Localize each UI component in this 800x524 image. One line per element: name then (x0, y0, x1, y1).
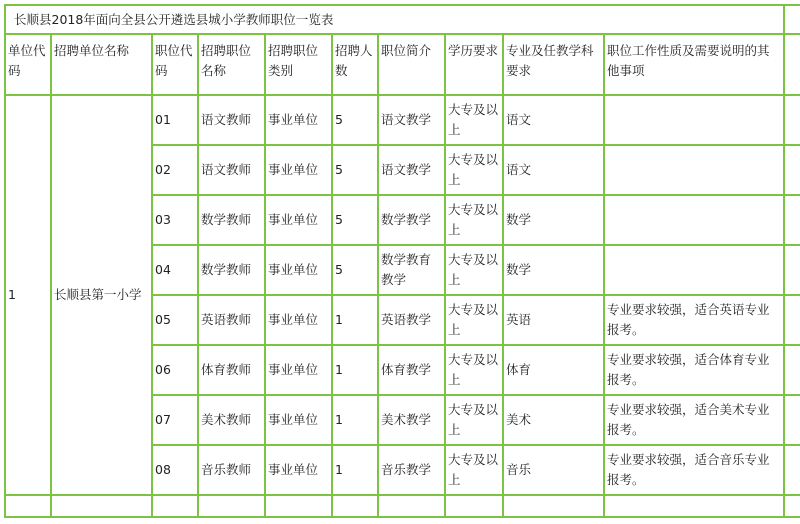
recruitment-table-sheet (4, 4, 800, 524)
notes-cell (604, 245, 784, 295)
headcount-cell: 1 (332, 395, 378, 445)
header-description: 职位简介 (378, 34, 445, 95)
notes-cell (604, 195, 784, 245)
education-cell: 大专及以上 (445, 95, 503, 145)
position-name-cell: 美术教师 (198, 395, 265, 445)
position-code-cell: 08 (152, 445, 198, 495)
description-cell: 体育教学 (378, 345, 445, 395)
edge-cell (784, 5, 800, 34)
position-code-cell: 03 (152, 195, 198, 245)
header-row (5, 34, 800, 95)
headcount-cell: 5 (332, 245, 378, 295)
notes-cell: 专业要求较强，适合音乐专业报考。 (604, 445, 784, 495)
description-cell: 语文教学 (378, 95, 445, 145)
empty-cell (503, 495, 604, 517)
major-cell: 数学 (503, 195, 604, 245)
headcount-cell: 1 (332, 295, 378, 345)
major-cell: 语文 (503, 95, 604, 145)
edge-cell (784, 245, 800, 295)
notes-cell: 专业要求较强，适合美术专业报考。 (604, 395, 784, 445)
empty-cell (604, 495, 784, 517)
position-type-cell: 事业单位 (265, 245, 332, 295)
empty-cell (152, 495, 198, 517)
empty-cell (445, 495, 503, 517)
headcount-cell: 1 (332, 445, 378, 495)
education-cell: 大专及以上 (445, 395, 503, 445)
unit-name-cell: 长顺县第一小学 (51, 95, 152, 495)
major-cell: 音乐 (503, 445, 604, 495)
headcount-cell: 1 (332, 345, 378, 395)
recruitment-table (4, 4, 800, 518)
header-education: 学历要求 (445, 34, 503, 95)
position-name-cell: 数学教师 (198, 245, 265, 295)
header-unit-name: 招聘单位名称 (51, 34, 152, 95)
education-cell: 大专及以上 (445, 345, 503, 395)
header-unit-code: 单位代码 (5, 34, 51, 95)
major-cell: 英语 (503, 295, 604, 345)
header-position-type: 招聘职位类别 (265, 34, 332, 95)
education-cell: 大专及以上 (445, 445, 503, 495)
position-type-cell: 事业单位 (265, 145, 332, 195)
major-cell: 体育 (503, 345, 604, 395)
position-code-cell: 01 (152, 95, 198, 145)
description-cell: 音乐教学 (378, 445, 445, 495)
header-position-code: 职位代码 (152, 34, 198, 95)
edge-cell (784, 95, 800, 145)
table-row-partial (5, 495, 800, 517)
headcount-cell: 5 (332, 195, 378, 245)
description-cell: 美术教学 (378, 395, 445, 445)
major-cell: 语文 (503, 145, 604, 195)
education-cell: 大专及以上 (445, 145, 503, 195)
education-cell: 大专及以上 (445, 195, 503, 245)
position-code-cell: 06 (152, 345, 198, 395)
empty-cell (378, 495, 445, 517)
description-cell: 数学教学 (378, 195, 445, 245)
position-code-cell: 04 (152, 245, 198, 295)
empty-cell (198, 495, 265, 517)
major-cell: 美术 (503, 395, 604, 445)
position-code-cell: 07 (152, 395, 198, 445)
position-name-cell: 体育教师 (198, 345, 265, 395)
edge-cell (784, 445, 800, 495)
education-cell: 大专及以上 (445, 245, 503, 295)
description-cell: 数学教育教学 (378, 245, 445, 295)
headcount-cell: 5 (332, 145, 378, 195)
header-notes: 职位工作性质及需要说明的其他事项 (604, 34, 784, 95)
table-title: 长顺县2018年面向全县公开遴选县城小学教师职位一览表 (5, 5, 784, 34)
position-type-cell: 事业单位 (265, 445, 332, 495)
description-cell: 语文教学 (378, 145, 445, 195)
position-type-cell: 事业单位 (265, 195, 332, 245)
headcount-cell: 5 (332, 95, 378, 145)
position-name-cell: 英语教师 (198, 295, 265, 345)
position-type-cell: 事业单位 (265, 345, 332, 395)
header-position-name: 招聘职位名称 (198, 34, 265, 95)
empty-cell (51, 495, 152, 517)
position-name-cell: 语文教师 (198, 145, 265, 195)
table-row (5, 95, 800, 145)
edge-cell (784, 345, 800, 395)
position-name-cell: 语文教师 (198, 95, 265, 145)
empty-cell (332, 495, 378, 517)
empty-cell (265, 495, 332, 517)
education-cell: 大专及以上 (445, 295, 503, 345)
position-name-cell: 数学教师 (198, 195, 265, 245)
position-type-cell: 事业单位 (265, 295, 332, 345)
edge-cell (784, 195, 800, 245)
edge-cell (784, 295, 800, 345)
unit-code-cell: 1 (5, 95, 51, 495)
edge-cell (784, 34, 800, 95)
position-name-cell: 音乐教师 (198, 445, 265, 495)
position-type-cell: 事业单位 (265, 95, 332, 145)
notes-cell: 专业要求较强，适合体育专业报考。 (604, 345, 784, 395)
header-headcount: 招聘人数 (332, 34, 378, 95)
major-cell: 数学 (503, 245, 604, 295)
edge-cell (784, 145, 800, 195)
notes-cell (604, 95, 784, 145)
description-cell: 英语教学 (378, 295, 445, 345)
notes-cell: 专业要求较强，适合英语专业报考。 (604, 295, 784, 345)
header-major: 专业及任教学科要求 (503, 34, 604, 95)
edge-cell (784, 395, 800, 445)
empty-cell (784, 495, 800, 517)
position-type-cell: 事业单位 (265, 395, 332, 445)
empty-cell (5, 495, 51, 517)
position-code-cell: 02 (152, 145, 198, 195)
position-code-cell: 05 (152, 295, 198, 345)
notes-cell (604, 145, 784, 195)
